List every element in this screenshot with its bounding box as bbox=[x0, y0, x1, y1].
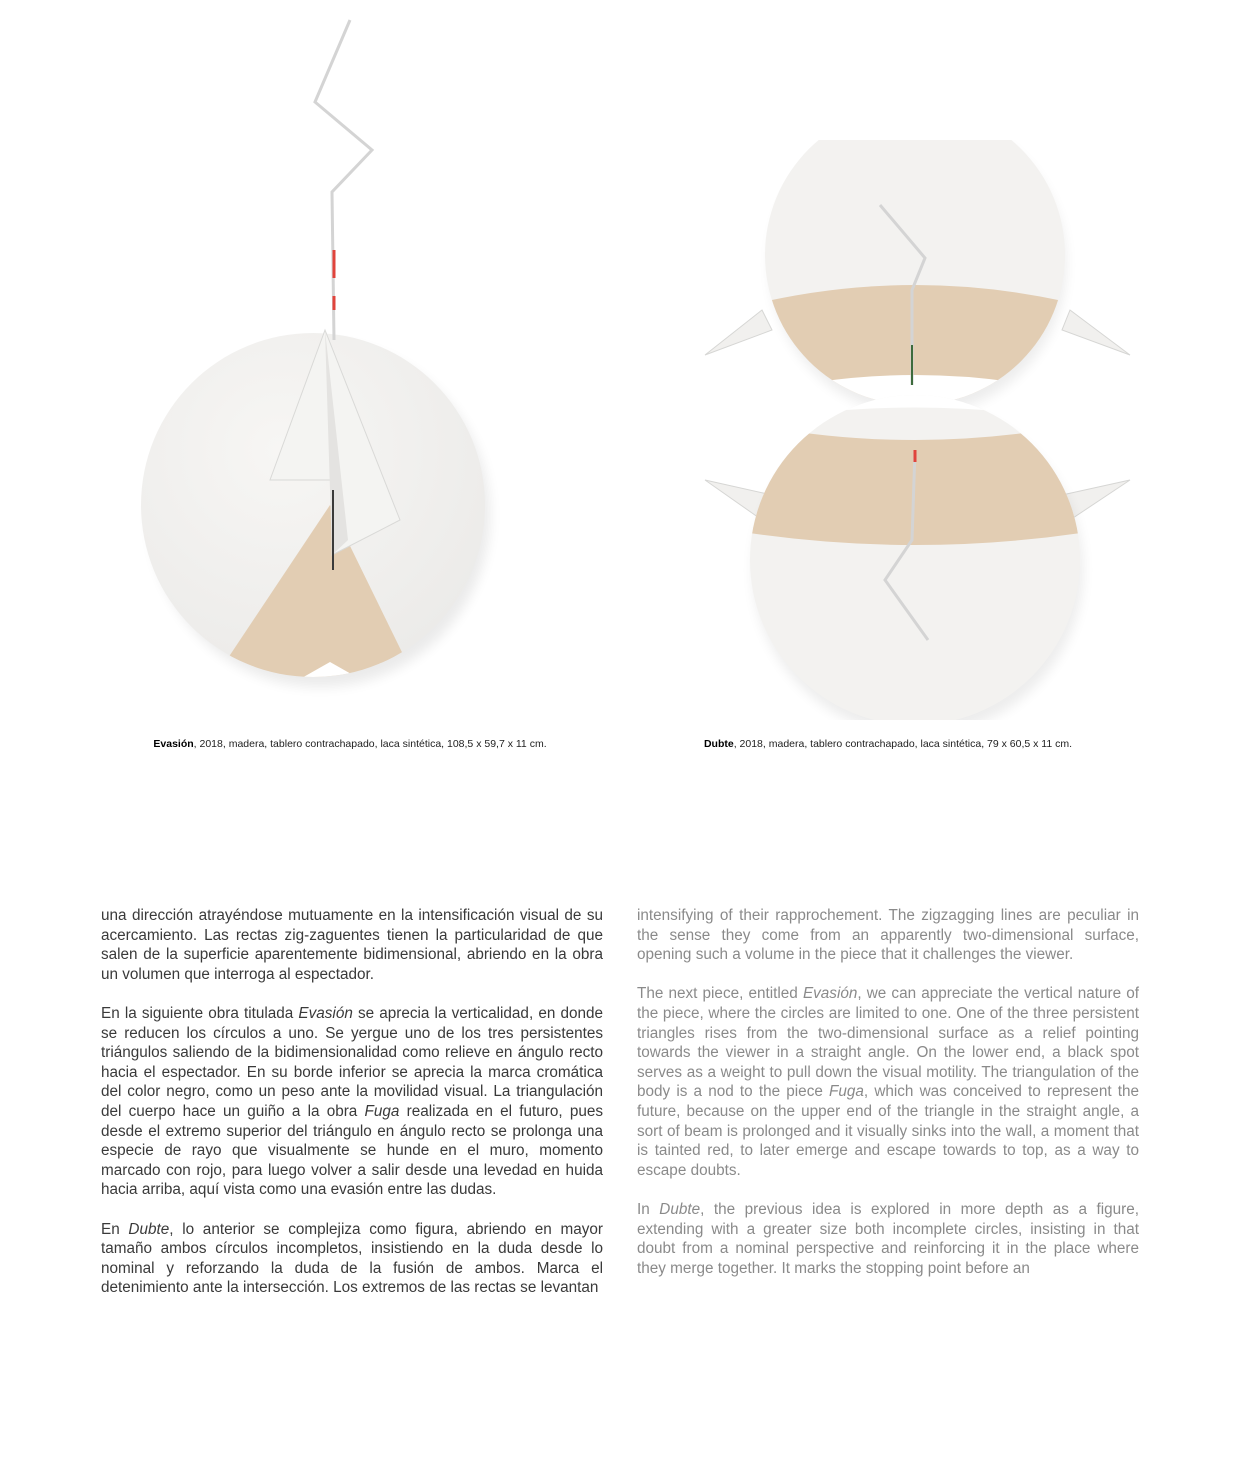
paragraph-es-3: En Dubte, lo anterior se complejiza como figura, abriendo en mayor tamaño ambos círculos incompletos, insistiendo en la duda desde lo nominal y reforzando la duda de la fusión de ambos. Marca el detenimiento ante la intersección. Los extremos de las rectas se levantan bbox=[101, 1220, 603, 1297]
caption-title-evasion: Evasión bbox=[153, 738, 194, 750]
text-column-english bbox=[637, 906, 1139, 1298]
paragraph-es-2: En la siguiente obra titulada Evasión se aprecia la verticalidad, en donde se reducen los círculos a uno. Se yergue uno de los tres persistentes triángulos saliendo de la bidimensionalidad como relieve en ángulo recto hacia el espectador. En su borde inferior se aprecia la marca cromática del color negro, como un peso ante la movilidad visual. La triangulación del cuerpo hace un guiño a la obra Fuga realizada en el futuro, pues desde el extremo superior del triángulo en ángulo recto se prolonga una especie de rayo que visualmente se hunde en el muro, momento marcado con rojo, para luego volver a salir desde una levedad en huida hacia arriba, aquí vista como una evasión entre las dudas. bbox=[101, 1004, 603, 1199]
paragraph-en-1: intensifying of their rapprochement. The zigzagging lines are peculiar in the sense they come from an apparently two-dimensional surface, opening such a volume in the piece that it challenges the viewer. bbox=[637, 907, 1139, 964]
caption-dubte bbox=[638, 738, 1138, 750]
caption-title-dubte: Dubte bbox=[703, 738, 734, 750]
paragraph-en-2: The next piece, entitled Evasión, we can appreciate the vertical nature of the piece, where the circles are limited to one. One of the three persistent triangles rises from the two-dimensional surface as a relief pointing towards the viewer in a straight angle. On the lower end, a black spot serves as a weight to pull down the visual motility. The triangulation of the body is a nod to the piece Fuga, which was conceived to represent the future, because on the upper end of the triangle in the straight angle, a sort of beam is prolonged and it visually sinks into the wall, a moment that is tainted red, to later emerge and escape towards to top, as a way to escape doubts. bbox=[637, 985, 1140, 1179]
artwork-image-dubte bbox=[690, 140, 1150, 720]
caption-details-dubte: , 2018, madera, tablero contrachapado, laca sintética, 79 x 60,5 x 11 cm. bbox=[733, 738, 1073, 750]
text-column-spanish bbox=[101, 906, 603, 1317]
caption-details-evasion: , 2018, madera, tablero contrachapado, laca sintética, 108,5 x 59,7 x 11 cm. bbox=[193, 738, 547, 750]
paragraph-en-3: In Dubte, the previous idea is explored in more depth as a figure, extending with a greater size both incomplete circles, insisting in that doubt from a nominal perspective and reinforcing it in the place where they merge together. It marks the stopping point before an bbox=[637, 1200, 1139, 1277]
paragraph-es-1: una dirección atrayéndose mutuamente en la intensificación visual de su acercamiento. Las rectas zig-zaguentes tienen la particularidad de que salen de la superficie aparentemente bidimensional, abriendo en la obra un volumen que interroga al espectador. bbox=[101, 907, 603, 983]
artwork-image-evasion bbox=[120, 10, 520, 730]
caption-evasion bbox=[100, 738, 600, 750]
